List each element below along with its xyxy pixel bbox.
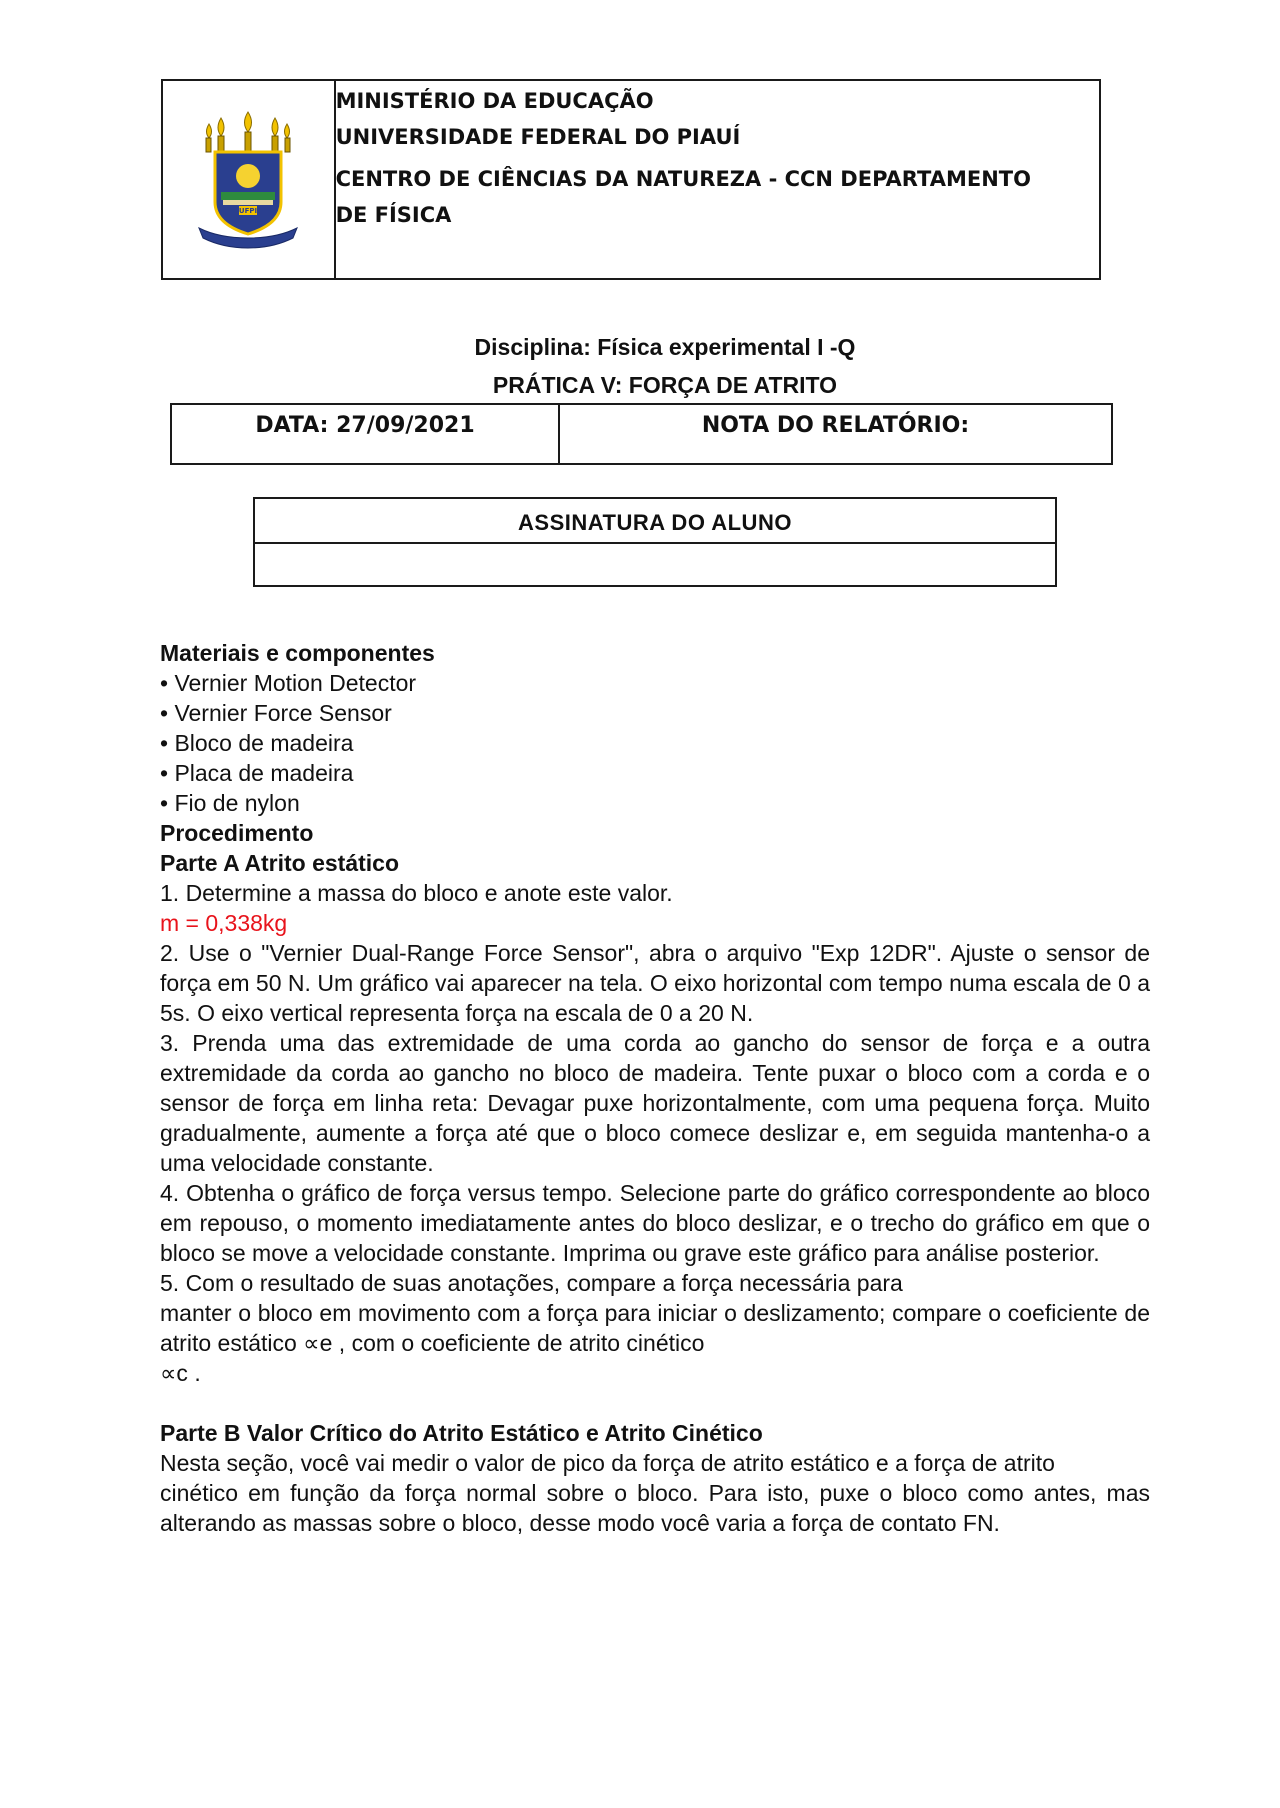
signature-field[interactable] — [255, 544, 1055, 589]
ministry-line: MINISTÉRIO DA EDUCAÇÃO — [335, 89, 654, 113]
part-a-heading: Parte A Atrito estático — [160, 850, 399, 876]
institution-header — [161, 79, 1101, 280]
document-body — [160, 638, 1150, 1538]
list-item: • Vernier Motion Detector — [160, 670, 417, 696]
step-5-line-1: 5. Com o resultado de suas anotações, compare a força necessária para — [160, 1270, 903, 1296]
discipline-title: Disciplina: Física experimental I -Q — [474, 334, 856, 360]
step-5-line-3: ∝c . — [160, 1360, 201, 1386]
part-b-paragraph-1: Nesta seção, você vai medir o valor de pico da força de atrito estático e a força de atrito — [160, 1450, 1055, 1476]
ufpi-coat-of-arms-icon — [193, 110, 303, 250]
step-2: 2. Use o "Vernier Dual-Range Force Sensor", abra o arquivo "Exp 12DR". Ajuste o sensor de força em 50 N. Um gráfico vai aparecer na tela. O eixo horizontal com tempo numa escala de 0 a 5s. O eixo vertical representa força na escala de 0 a 20 N. — [160, 940, 1150, 1026]
info-table — [170, 403, 1113, 465]
practice-title: PRÁTICA V: FORÇA DE ATRITO — [492, 372, 838, 398]
signature-label: ASSINATURA DO ALUNO — [255, 499, 1055, 544]
part-b-heading: Parte B Valor Crítico do Atrito Estático e Atrito Cinético — [160, 1420, 763, 1446]
logo-cell — [163, 81, 336, 278]
university-line: UNIVERSIDADE FEDERAL DO PIAUÍ — [335, 125, 741, 149]
mass-value: m = 0,338kg — [160, 910, 288, 936]
signature-table — [253, 497, 1057, 587]
list-item: • Bloco de madeira — [160, 730, 354, 756]
part-b-paragraph-2: cinético em função da força normal sobre o bloco. Para isto, puxe o bloco como antes, mas alterando as massas sobre o bloco, desse modo você varia a força de contato FN. — [160, 1480, 1150, 1536]
list-item: • Fio de nylon — [160, 790, 300, 816]
date-cell: DATA: 27/09/2021 — [172, 405, 560, 463]
list-item: • Placa de madeira — [160, 760, 354, 786]
step-3: 3. Prenda uma das extremidade de uma corda ao gancho do sensor de força e a outra extremidade da corda ao gancho no bloco de madeira. Tente puxar o bloco com a corda e o sensor de força em linha reta: Devagar puxe horizontalmente, com uma pequena força. Muito gradualmente, aumente a força até que o bloco comece deslizar e, em seguida mantenha-o a uma velocidade constante. — [160, 1030, 1150, 1176]
center-line: CENTRO DE CIÊNCIAS DA NATUREZA - CCN DEPARTAMENTO DE FÍSICA — [335, 167, 1031, 227]
step-1: 1. Determine a massa do bloco e anote este valor. — [160, 880, 673, 906]
header-text — [336, 81, 1099, 278]
step-5-line-2: manter o bloco em movimento com a força para iniciar o deslizamento; compare o coeficiente de atrito estático ∝e , com o coeficiente de atrito cinético — [160, 1300, 1150, 1356]
materials-heading: Materiais e componentes — [160, 640, 435, 666]
list-item: • Vernier Force Sensor — [160, 700, 392, 726]
step-4: 4. Obtenha o gráfico de força versus tempo. Selecione parte do gráfico correspondente ao bloco em repouso, o momento imediatamente antes do bloco deslizar, e o trecho do gráfico em que o bloco se move a velocidade constante. Imprima ou grave este gráfico para análise posterior. — [160, 1180, 1150, 1266]
procedure-heading: Procedimento — [160, 820, 314, 846]
svg-text:UFPI: UFPI — [239, 206, 258, 215]
grade-cell: NOTA DO RELATÓRIO: — [701, 413, 970, 438]
spacer — [160, 1388, 1150, 1418]
